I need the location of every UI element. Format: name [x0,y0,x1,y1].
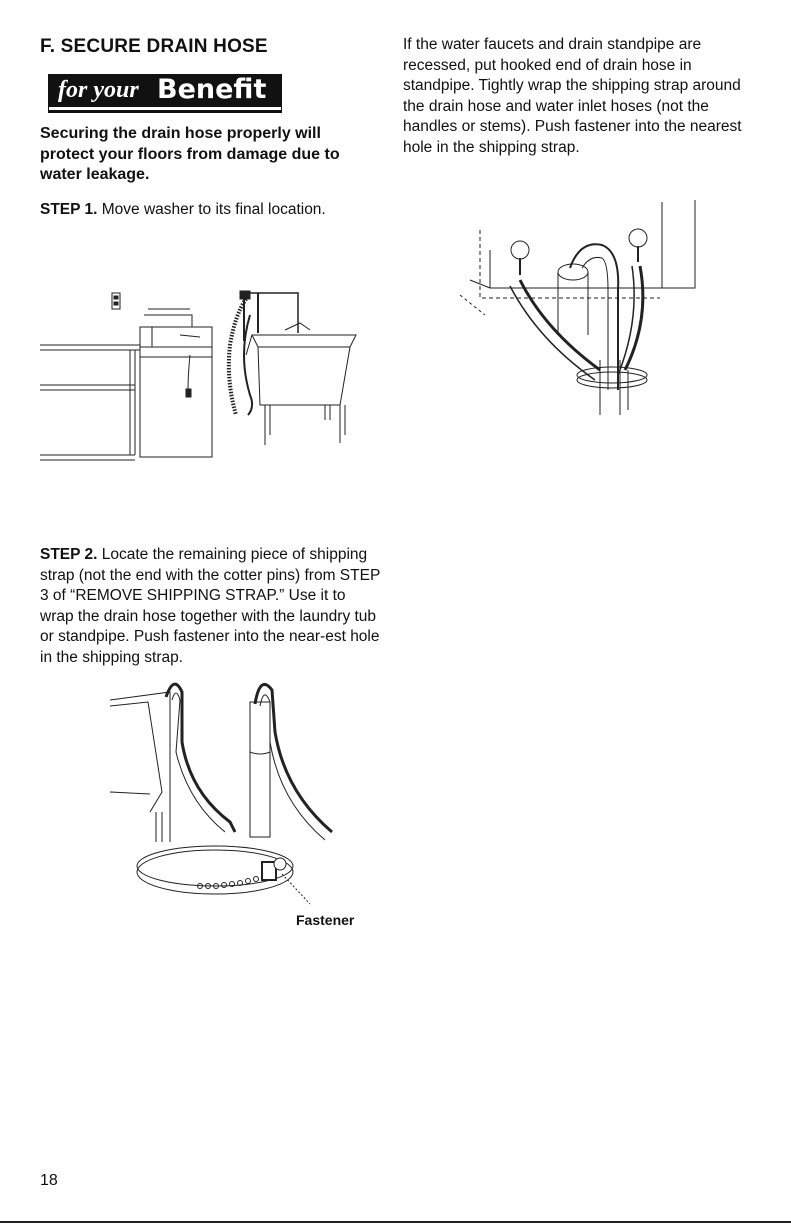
bottom-rule [0,1221,791,1223]
step2-label: STEP 2. [40,546,98,563]
step1-text [40,200,340,221]
benefit-badge-word: Benefit [157,74,267,105]
section-heading: F. SECURE DRAIN HOSE [40,36,268,57]
page-number: 18 [40,1172,58,1189]
step2-body: Locate the remaining piece of shipping strap (not the end with the cotter pins) from STEP 3 of “REMOVE SHIPPING STRAP.” Use it to wrap the drain hose together with the laundry tub or standpipe. Push fastener into the near-est hole in the shipping strap. [40,546,381,666]
strap-fastener-illustration [110,672,360,907]
washer-location-illustration [40,285,370,470]
step2-text [40,545,380,668]
step1-body: Move washer to its final location. [97,201,326,218]
recessed-standpipe-illustration [450,200,710,420]
fastener-callout: Fastener [296,912,355,928]
benefit-badge-prefix: for your [58,77,139,103]
benefit-badge [48,74,282,107]
recessed-note: If the water faucets and drain standpipe are recessed, put hooked end of drain hose in standpipe. Tightly wrap the shipping strap around the drain hose and water inlet hoses (not the handles or stems). Push fastener into the nearest hole in the shipping strap. [403,36,742,156]
benefit-note: Securing the drain hose properly will protect your floors from damage due to water leakage. [40,125,340,183]
step1-label: STEP 1. [40,201,98,218]
